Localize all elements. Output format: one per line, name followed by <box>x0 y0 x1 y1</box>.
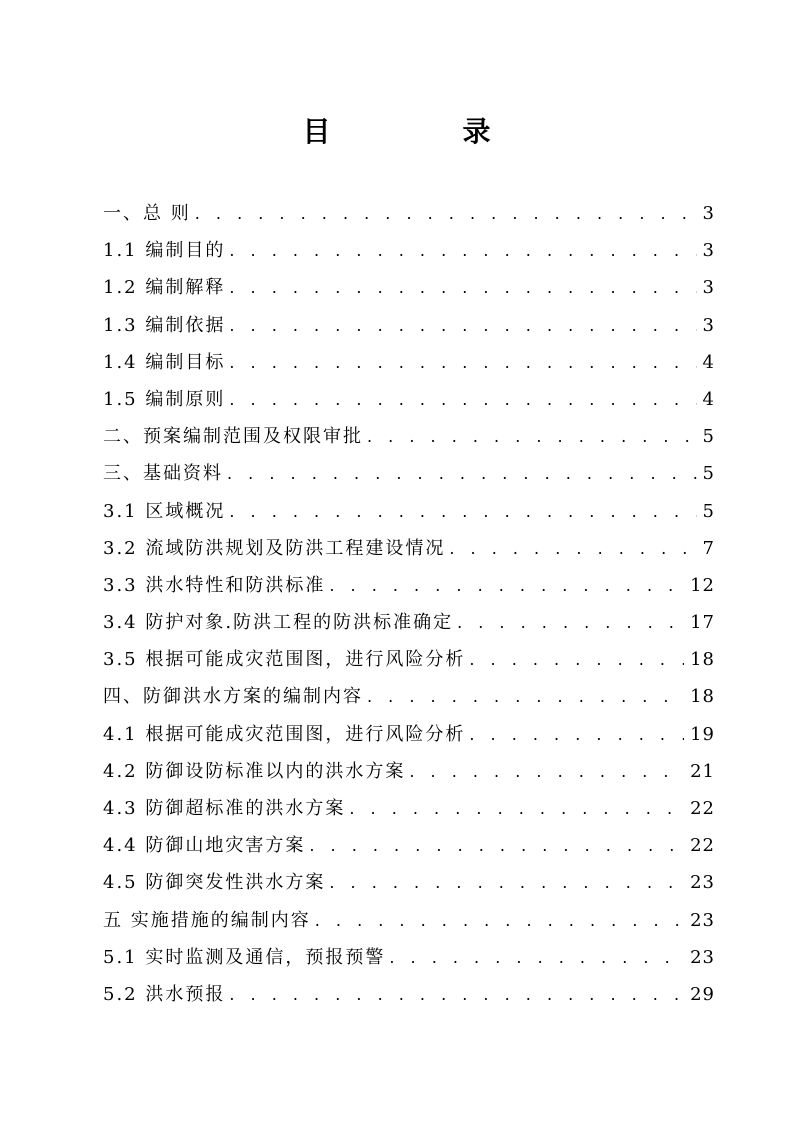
toc-leader-dots <box>469 716 684 753</box>
toc-entry[interactable] <box>103 493 715 530</box>
toc-entry-label: 4.3 防御超标准的洪水方案 <box>103 798 346 819</box>
toc-entry-label: 1.1 编制目的 <box>103 240 226 262</box>
toc-entry-page-number: 7 <box>702 537 715 559</box>
toc-entry-label: 1.4 编制目标 <box>103 351 226 373</box>
toc-entry-label: 4.1 根据可能成灾范围图，进行风险分析 <box>103 723 466 745</box>
toc-leader-dots <box>315 902 684 939</box>
toc-entry-label: 三、基础资料 <box>103 463 223 485</box>
toc-entry[interactable] <box>103 790 715 827</box>
toc-entry-label: 3.5 根据可能成灾范围图，进行风险分析 <box>103 649 466 671</box>
toc-entry-page-number: 3 <box>702 314 715 336</box>
toc-entry[interactable] <box>103 604 715 641</box>
toc-entry-page-number: 18 <box>690 649 715 671</box>
toc-entry-page-number: 21 <box>690 760 715 782</box>
toc-entry-page-number: 3 <box>702 203 715 224</box>
toc-leader-dots <box>367 418 697 455</box>
toc-entry-page-number: 18 <box>690 686 715 708</box>
toc-entry[interactable] <box>103 567 715 604</box>
toc-entry-page-number: 22 <box>690 798 715 819</box>
toc-entry-page-number: 23 <box>690 872 715 894</box>
toc-entry-label: 四、防御洪水方案的编制内容 <box>103 686 363 708</box>
toc-entry-page-number: 5 <box>702 500 715 522</box>
toc-leader-dots <box>229 976 684 1013</box>
toc-entry-page-number: 22 <box>690 835 715 857</box>
toc-leader-dots <box>469 641 684 678</box>
toc-entry-label: 3.2 流域防洪规划及防洪工程建设情况 <box>103 537 446 559</box>
toc-entry-page-number: 19 <box>690 723 715 745</box>
toc-leader-dots <box>229 493 696 530</box>
toc-entry-label: 5.2 洪水预报 <box>103 983 226 1005</box>
toc-leader-dots <box>329 864 684 901</box>
toc-entry-page-number: 12 <box>690 574 715 596</box>
toc-leader-dots <box>309 827 684 864</box>
toc-entry[interactable] <box>103 641 715 678</box>
toc-entry-label: 4.4 防御山地灾害方案 <box>103 835 306 857</box>
toc-entry[interactable] <box>103 753 715 790</box>
toc-entry[interactable] <box>103 864 715 901</box>
toc-entry[interactable] <box>103 344 715 381</box>
toc-leader-dots <box>229 269 696 306</box>
toc-entry-label: 3.1 区域概况 <box>103 500 226 522</box>
toc-entry-page-number: 4 <box>702 388 715 410</box>
table-of-contents <box>103 195 715 1013</box>
toc-leader-dots <box>409 753 684 790</box>
toc-entry[interactable] <box>103 307 715 344</box>
toc-entry-page-number: 4 <box>702 351 715 373</box>
toc-entry[interactable] <box>103 902 715 939</box>
toc-entry-page-number: 5 <box>702 426 715 448</box>
toc-leader-dots <box>367 678 684 715</box>
toc-leader-dots <box>229 307 696 344</box>
toc-entry[interactable] <box>103 976 715 1013</box>
toc-entry[interactable] <box>103 455 715 492</box>
toc-entry[interactable] <box>103 827 715 864</box>
toc-leader-dots <box>349 790 684 827</box>
toc-entry-page-number: 23 <box>690 909 715 931</box>
toc-entry-label: 五 实施措施的编制内容 <box>103 909 311 931</box>
toc-entry[interactable] <box>103 418 715 455</box>
toc-leader-dots <box>229 381 696 418</box>
toc-entry-page-number: 3 <box>702 240 715 262</box>
toc-entry[interactable] <box>103 939 715 976</box>
toc-entry[interactable] <box>103 232 715 269</box>
toc-leader-dots <box>227 455 697 492</box>
toc-leader-dots <box>389 939 684 976</box>
toc-entry[interactable] <box>103 678 715 715</box>
toc-leader-dots <box>229 232 696 269</box>
toc-entry-page-number: 3 <box>702 277 715 299</box>
toc-entry-page-number: 17 <box>690 612 715 634</box>
toc-entry[interactable] <box>103 716 715 753</box>
toc-entry-label: 二、预案编制范围及权限审批 <box>103 426 363 448</box>
toc-entry[interactable] <box>103 269 715 306</box>
toc-entry-label: 4.5 防御突发性洪水方案 <box>103 872 326 894</box>
toc-entry-label: 3.3 洪水特性和防洪标准 <box>103 574 326 596</box>
toc-entry-label: 1.5 编制原则 <box>103 388 226 410</box>
toc-entry-label: 1.2 编制解释 <box>103 277 226 299</box>
toc-entry[interactable] <box>103 381 715 418</box>
toc-entry[interactable] <box>103 195 715 232</box>
toc-entry-label: 3.4 防护对象.防洪工程的防洪标准确定 <box>103 612 454 634</box>
toc-entry-label: 5.1 实时监测及通信，预报预警 <box>103 946 386 968</box>
toc-entry-page-number: 29 <box>690 983 715 1005</box>
toc-entry-page-number: 5 <box>702 463 715 485</box>
toc-leader-dots <box>449 530 696 567</box>
toc-leader-dots <box>229 344 696 381</box>
toc-entry-label: 1.3 编制依据 <box>103 314 226 336</box>
toc-leader-dots <box>329 567 684 604</box>
toc-entry-label: 4.2 防御设防标准以内的洪水方案 <box>103 760 406 782</box>
toc-entry-label: 一、总 则 <box>103 203 191 224</box>
toc-entry[interactable] <box>103 530 715 567</box>
toc-leader-dots <box>195 195 697 232</box>
page-title: 目 录 <box>302 115 543 148</box>
toc-leader-dots <box>457 604 684 641</box>
toc-entry-page-number: 23 <box>690 946 715 968</box>
